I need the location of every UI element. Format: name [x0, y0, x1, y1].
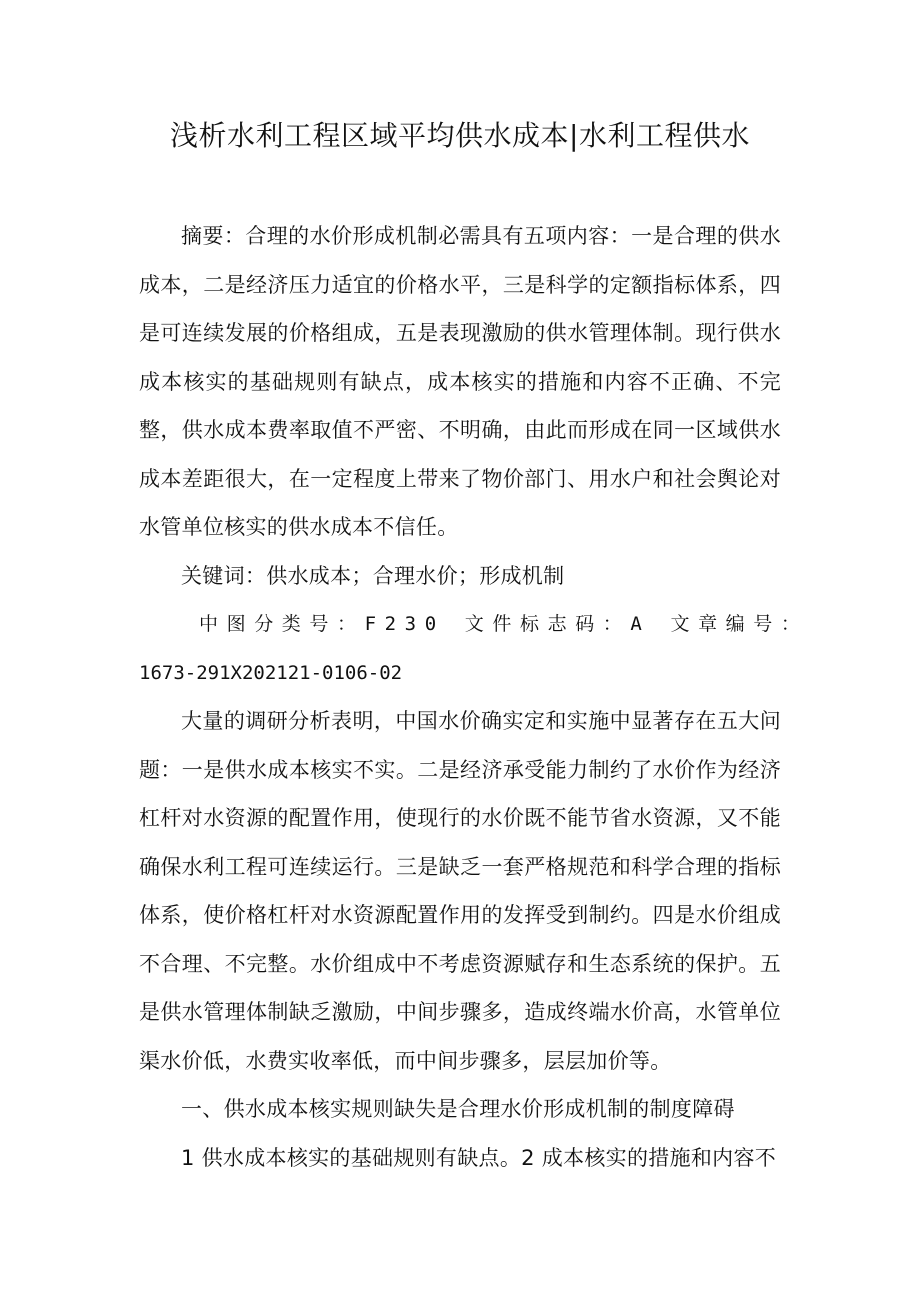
- classification-info: [139, 600, 809, 697]
- classification-line-1: 中图分类号：F230 文件标志码：A 文章编号：: [199, 613, 809, 635]
- section-heading-1: 一、供水成本核实规则缺失是合理水价形成机制的制度障碍: [181, 1097, 735, 1121]
- body-paragraph-1: 大量的调研分析表明，中国水价确实定和实施中显著存在五大问题：一是供水成本核实不实。二是经济承受能力制约了水价作为经济杠杆对水资源的配置作用，使现行的水价既不能节省水资源，又不能确保水利工程可连续运行。三是缺乏一套严格规范和科学合理的指标体系，使价格杠杆对水资源配置作用的发挥受到制约。四是水价组成不合理、不完整。水价组成中不考虑资源赋存和生态系统的保护。五是供水管理体制缺乏激励，中间步骤多，造成终端水价高，水管单位渠水价低，水费实收率低，而中间步骤多，层层加价等。: [139, 709, 781, 1073]
- keywords-line: 关键词：供水成本；合理水价；形成机制: [181, 563, 565, 588]
- abstract-paragraph: 摘要：合理的水价形成机制必需具有五项内容：一是合理的供水成本，二是经济压力适宜的价格水平，三是科学的定额指标体系，四是可连续发展的价格组成，五是表现激励的供水管理体制。现行供水成本核实的基础规则有缺点，成本核实的措施和内容不正确、不完整，供水成本费率取值不严密、不明确，由此而形成在同一区域供水成本差距很大，在一定程度上带来了物价部门、用水户和社会舆论对水管单位核实的供水成本不信任。: [139, 224, 781, 539]
- article-number: 1673-291X202121-0106-02: [139, 661, 403, 684]
- body-paragraph-2: 1 供水成本核实的基础规则有缺点。2 成本核实的措施和内容不: [181, 1145, 777, 1170]
- document-body: [139, 212, 809, 1182]
- document-title: 浅析水利工程区域平均供水成本|水利工程供水: [170, 119, 750, 152]
